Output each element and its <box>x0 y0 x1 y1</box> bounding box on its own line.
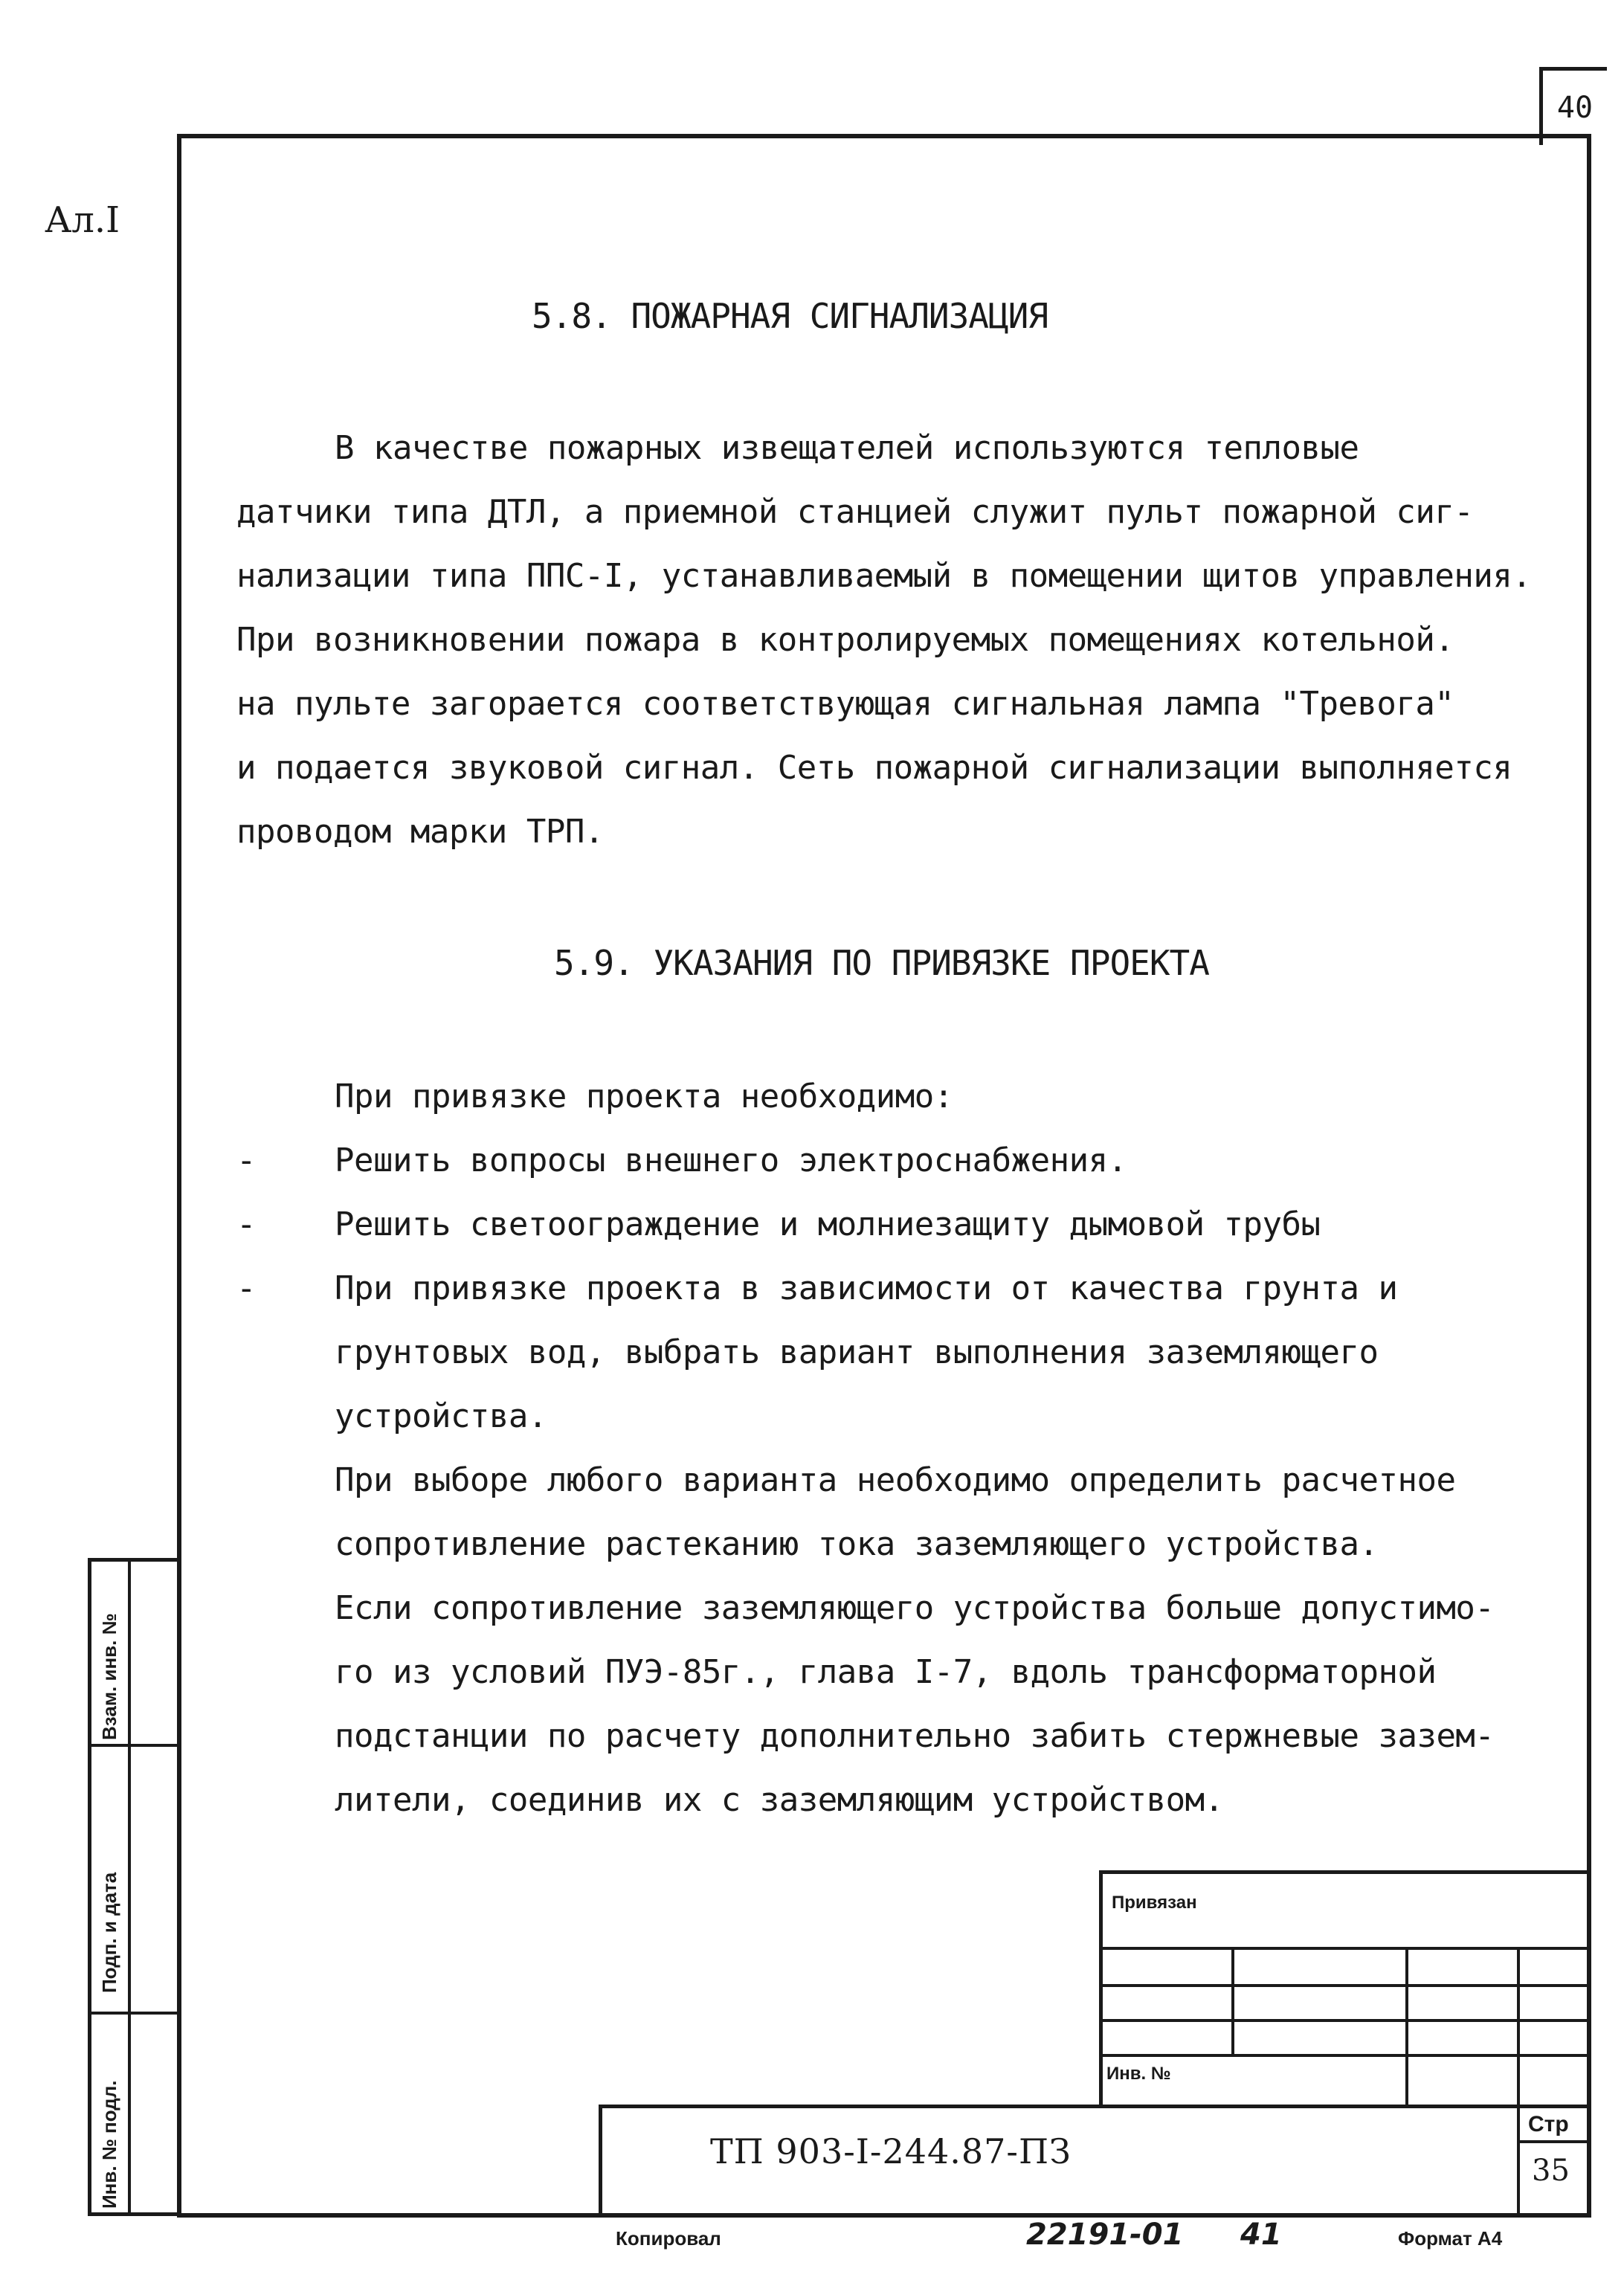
section-5-9-title: 5.9. УКАЗАНИЯ ПО ПРИВЯЗКЕ ПРОЕКТА <box>554 943 1209 983</box>
title-block-line <box>1231 1947 1234 2057</box>
document-code: ТП 903-I-244.87-ПЗ <box>710 2131 1072 2171</box>
privyazan-label: Привязан <box>1112 1893 1197 1913</box>
format-label: Формат А4 <box>1398 2227 1503 2250</box>
bullet-marker: - <box>236 1205 257 1243</box>
section-5-8-line-7: проводом марки ТРП. <box>236 813 604 851</box>
bullet-item-2: Решить светоограждение и молниезащиту дымовой трубы <box>335 1205 1321 1243</box>
sheet-label: Стр <box>1528 2112 1569 2137</box>
bullet-item-3: При привязке проекта в зависимости от качества грунта и <box>335 1269 1398 1307</box>
section-5-8-line-4: При возникновении пожара в контролируемых помещениях котельной. <box>236 621 1454 659</box>
sheet-note: Ал.I <box>45 199 120 241</box>
order-sheet: 41 <box>1240 2218 1282 2252</box>
section-5-8-line-2: датчики типа ДТЛ, а приемной станцией служит пульт пожарной сиг- <box>236 493 1474 531</box>
side-label-podp-data: Подп. и дата <box>98 1872 120 1993</box>
continuation-line-5: Если сопротивление заземляющего устройства больше допустимо- <box>335 1589 1495 1627</box>
continuation-line-7: подстанции по расчету дополнительно забить стержневые зазем- <box>335 1717 1495 1755</box>
title-block-line <box>1405 1947 1408 2108</box>
order-number: 22191-01 <box>1026 2218 1184 2252</box>
continuation-line-3: При выборе любого варианта необходимо определить расчетное <box>335 1461 1456 1499</box>
side-stamp-divider <box>88 2012 181 2015</box>
title-block-line <box>1517 2140 1591 2143</box>
page-number: 40 <box>1539 67 1607 145</box>
side-label-inv-podl: Инв. № подл. <box>98 2080 120 2209</box>
sheet-number: 35 <box>1532 2154 1570 2188</box>
section-5-8-line-3: нализации типа ППС-I, устанавливаемый в помещении щитов управления. <box>236 557 1532 595</box>
bullet-marker: - <box>236 1269 257 1307</box>
bullet-marker: - <box>236 1142 257 1179</box>
section-5-8-line-5: на пульте загорается соответствующая сигнальная лампа "Тревога" <box>236 685 1454 723</box>
bullet-item-1: Решить вопросы внешнего электроснабжения. <box>335 1142 1127 1179</box>
continuation-line-1: грунтовых вод, выбрать вариант выполнения заземляющего <box>335 1333 1379 1371</box>
continuation-line-8: лители, соединив их с заземляющим устройством. <box>335 1781 1224 1819</box>
title-block-line <box>599 2105 602 2216</box>
title-block-line <box>1099 1870 1591 1874</box>
copied-label: Копировал <box>616 2227 721 2250</box>
continuation-line-6: го из условий ПУЭ-85г., глава I-7, вдоль трансформаторной <box>335 1653 1437 1691</box>
title-block-line <box>1099 1870 1103 2108</box>
section-5-8-title: 5.8. ПОЖАРНАЯ СИГНАЛИЗАЦИЯ <box>532 296 1048 336</box>
title-block-line <box>1517 1947 1520 2216</box>
section-5-9-intro: При привязке проекта необходимо: <box>335 1078 953 1115</box>
section-5-8-line-1: В качестве пожарных извещателей используются тепловые <box>335 429 1359 467</box>
section-5-8-line-6: и подается звуковой сигнал. Сеть пожарной сигнализации выполняется <box>236 749 1512 787</box>
side-stamp-divider <box>88 1744 181 1747</box>
inv-no-label: Инв. № <box>1106 2064 1171 2084</box>
side-label-vzam-inv: Взам. инв. № <box>98 1613 120 1740</box>
continuation-line-4: сопротивление растеканию тока заземляющего устройства. <box>335 1525 1379 1563</box>
continuation-line-2: устройства. <box>335 1397 547 1435</box>
title-block-line <box>599 2105 1591 2108</box>
